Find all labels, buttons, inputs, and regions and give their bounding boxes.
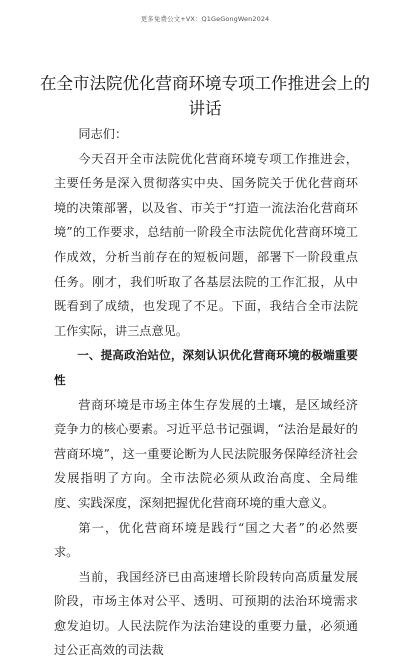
section1-paragraph-3: 当前，我国经济已由高速增长阶段转向高质量发展阶段，市场主体对公平、透明、可预期的法治环境需求愈发迫切。人民法院作为法治建设的重要力量，必须通过公正高效的司法裁 [54, 569, 358, 658]
document-title: 在全市法院优化营商环境专项工作推进会上的讲话 [40, 74, 370, 118]
greeting: 同志们： [78, 127, 128, 141]
section-heading-1: 一、提高政治站位，深刻认识优化营商环境的极端重要性 [54, 348, 358, 387]
section1-paragraph-1: 营商环境是市场主体生存发展的土壤，是区域经济竞争力的核心要素。习近平总书记强调，“法治是最好的营商环境”，这一重要论断为人民法院服务保障经济社会发展指明了方向。全市法院必须从政治高度、全局维度、实践深度，深刻把握优化营商环境的重大意义。 [54, 397, 358, 510]
intro-paragraph: 今天召开全市法院优化营商环境专项工作推进会，主要任务是深入贯彻落实中央、国务院关于优化营商环境的决策部署，以及省、市关于“打造一流法治化营商环境”的工作要求，总结前一阶段全市法院优化营商环境工作成效，分析当前存在的短板问题，部署下一阶段重点任务。刚才，我们听取了各基层法院的工作汇报，从中既看到了成绩，也发现了不足。下面，我结合全市法院工作实际，讲三点意见。 [54, 151, 358, 338]
header-note: 更多免费公文+VX：Q1GeGongWen2024 [140, 15, 270, 23]
section1-paragraph-2: 第一，优化营商环境是践行“国之大者”的必然要求。 [54, 520, 358, 560]
document-body [54, 122, 358, 663]
